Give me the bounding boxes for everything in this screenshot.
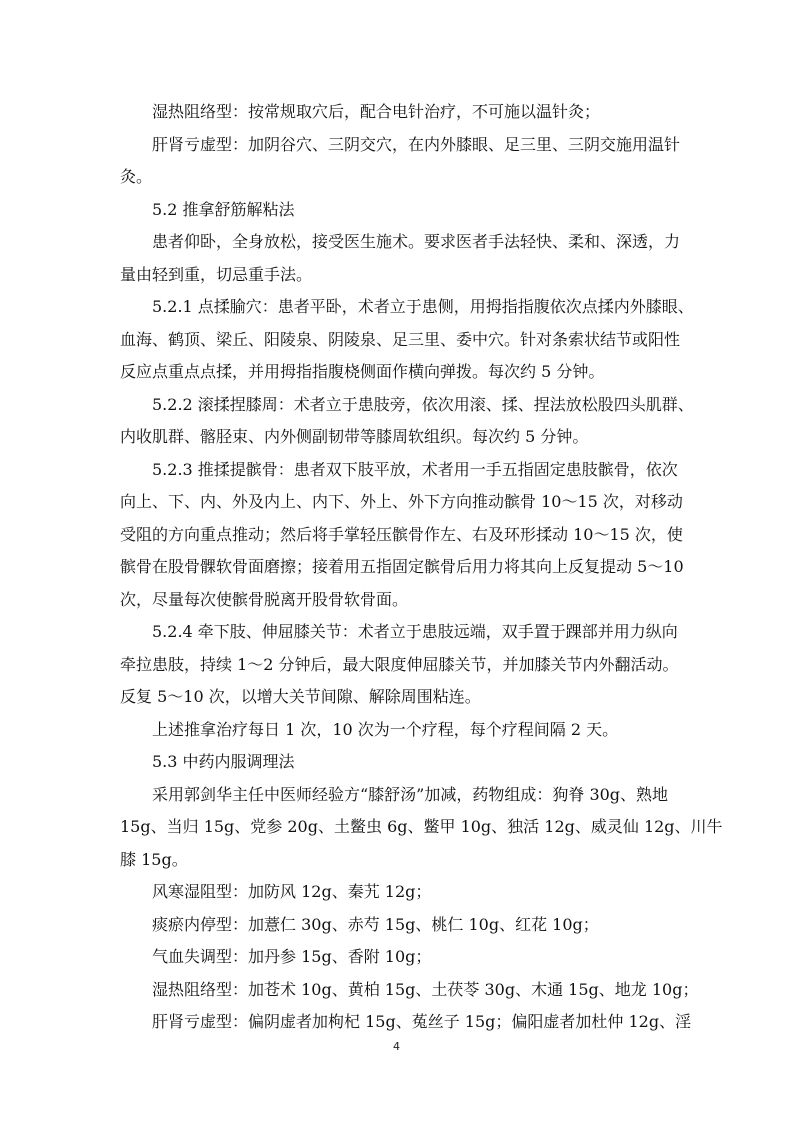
text-line: 量由轻到重，切忌重手法。 [120,264,313,284]
text-line: 5.2.4 牵下肢、伸屈膝关节：术者立于患肢远端，双手置于踝部并用力纵向 [152,622,678,641]
paragraph [120,389,694,454]
text-line: 灸。 [120,167,153,186]
text-line: 患者仰卧，全身放松，接受医生施术。要求医者手法轻快、柔和、深透，力 [152,232,681,251]
paragraph [120,714,682,747]
paragraph [120,909,682,942]
text-line: 髌骨在股骨髁软骨面磨擦；接着用五指固定髌骨后用力将其向上反复提动 5～10 [120,557,684,576]
text-line: 反复 5～10 次，以增大关节间隙、解除周围粘连。 [120,687,481,706]
text-line: 湿热阻络型：按常规取穴后，配合电针治疗，不可施以温针灸； [152,102,601,121]
paragraph [120,129,682,194]
text-line: 内收肌群、髂胫束、内外侧副韧带等膝周软组织。每次约 5 分钟。 [120,427,589,446]
text-line: 血海、鹤顶、梁丘、阳陵泉、阴陵泉、足三里、委中穴。针对条索状结节或阳性 [120,329,681,349]
paragraph [120,876,682,909]
text-line: 反应点重点点揉，并用拇指指腹桡侧面作横向弹拨。每次约 5 分钟。 [120,362,605,381]
document-body [120,96,723,1039]
text-line: 上述推拿治疗每日 1 次，10 次为一个疗程，每个疗程间隔 2 天。 [152,719,619,739]
text-line: 15g、当归 15g、党参 20g、土鳖虫 6g、鳖甲 10g、独活 12g、威灵仙 12g、川牛 [120,817,723,836]
paragraph [120,616,682,714]
text-line: 风寒湿阻型：加防风 12g、秦艽 12g； [152,882,432,901]
text-line: 肝肾亏虚型：加阴谷穴、三阴交穴，在内外膝眼、足三里、三阴交施用温针 [152,134,681,154]
text-line: 受阻的方向重点推动；然后将手掌轻压髌骨作左、右及环形揉动 10～15 次，使 [120,524,683,544]
paragraph [120,941,682,974]
text-line: 痰瘀内停型：加薏仁 30g、赤芍 15g、桃仁 10g、红花 10g； [152,914,599,934]
paragraph [120,194,682,227]
paragraph [120,1006,692,1039]
text-line: 5.2.2 滚揉捏膝周：术者立于患肢旁，依次用滚、揉、捏法放松股四头肌群、 [152,394,694,414]
text-line: 向上、下、内、外及内上、内下、外上、外下方向推动髌骨 10～15 次，对移动 [120,492,683,511]
text-line: 次，尽量每次使髌骨脱离开股骨软骨面。 [120,589,409,609]
text-line: 5.2.1 点揉腧穴：患者平卧，术者立于患侧，用拇指指腹依次点揉内外膝眼、 [152,297,694,316]
text-line: 5.2.3 推揉提髌骨：患者双下肢平放，术者用一手五指固定患肢髌骨，依次 [152,459,678,479]
text-line: 5.3 中药内服调理法 [152,752,295,771]
text-line: 肝肾亏虚型：偏阴虚者加枸杞 15g、菟丝子 15g；偏阳虚者加杜仲 12g、淫 [152,1012,692,1031]
paragraph [120,746,682,779]
paragraph [120,96,682,129]
text-line: 湿热阻络型：加苍术 10g、黄柏 15g、土茯苓 30g、木通 15g、地龙 10g； [152,979,699,999]
page-number: 4 [393,1040,400,1053]
text-line: 气血失调型：加丹参 15g、香附 10g； [152,947,432,966]
paragraph [120,454,682,617]
text-line: 牵拉患肢，持续 1～2 分钟后，最大限度伸屈膝关节，并加膝关节内外翻活动。 [120,654,679,674]
text-line: 5.2 推拿舒筋解粘法 [152,199,295,219]
paragraph [120,291,694,389]
text-line: 膝 15g。 [120,849,188,869]
text-line: 采用郭剑华主任中医师经验方“膝舒汤”加减，药物组成：狗脊 30g、熟地 [152,784,669,804]
paragraph [120,779,723,877]
paragraph [120,226,682,291]
paragraph [120,974,699,1007]
